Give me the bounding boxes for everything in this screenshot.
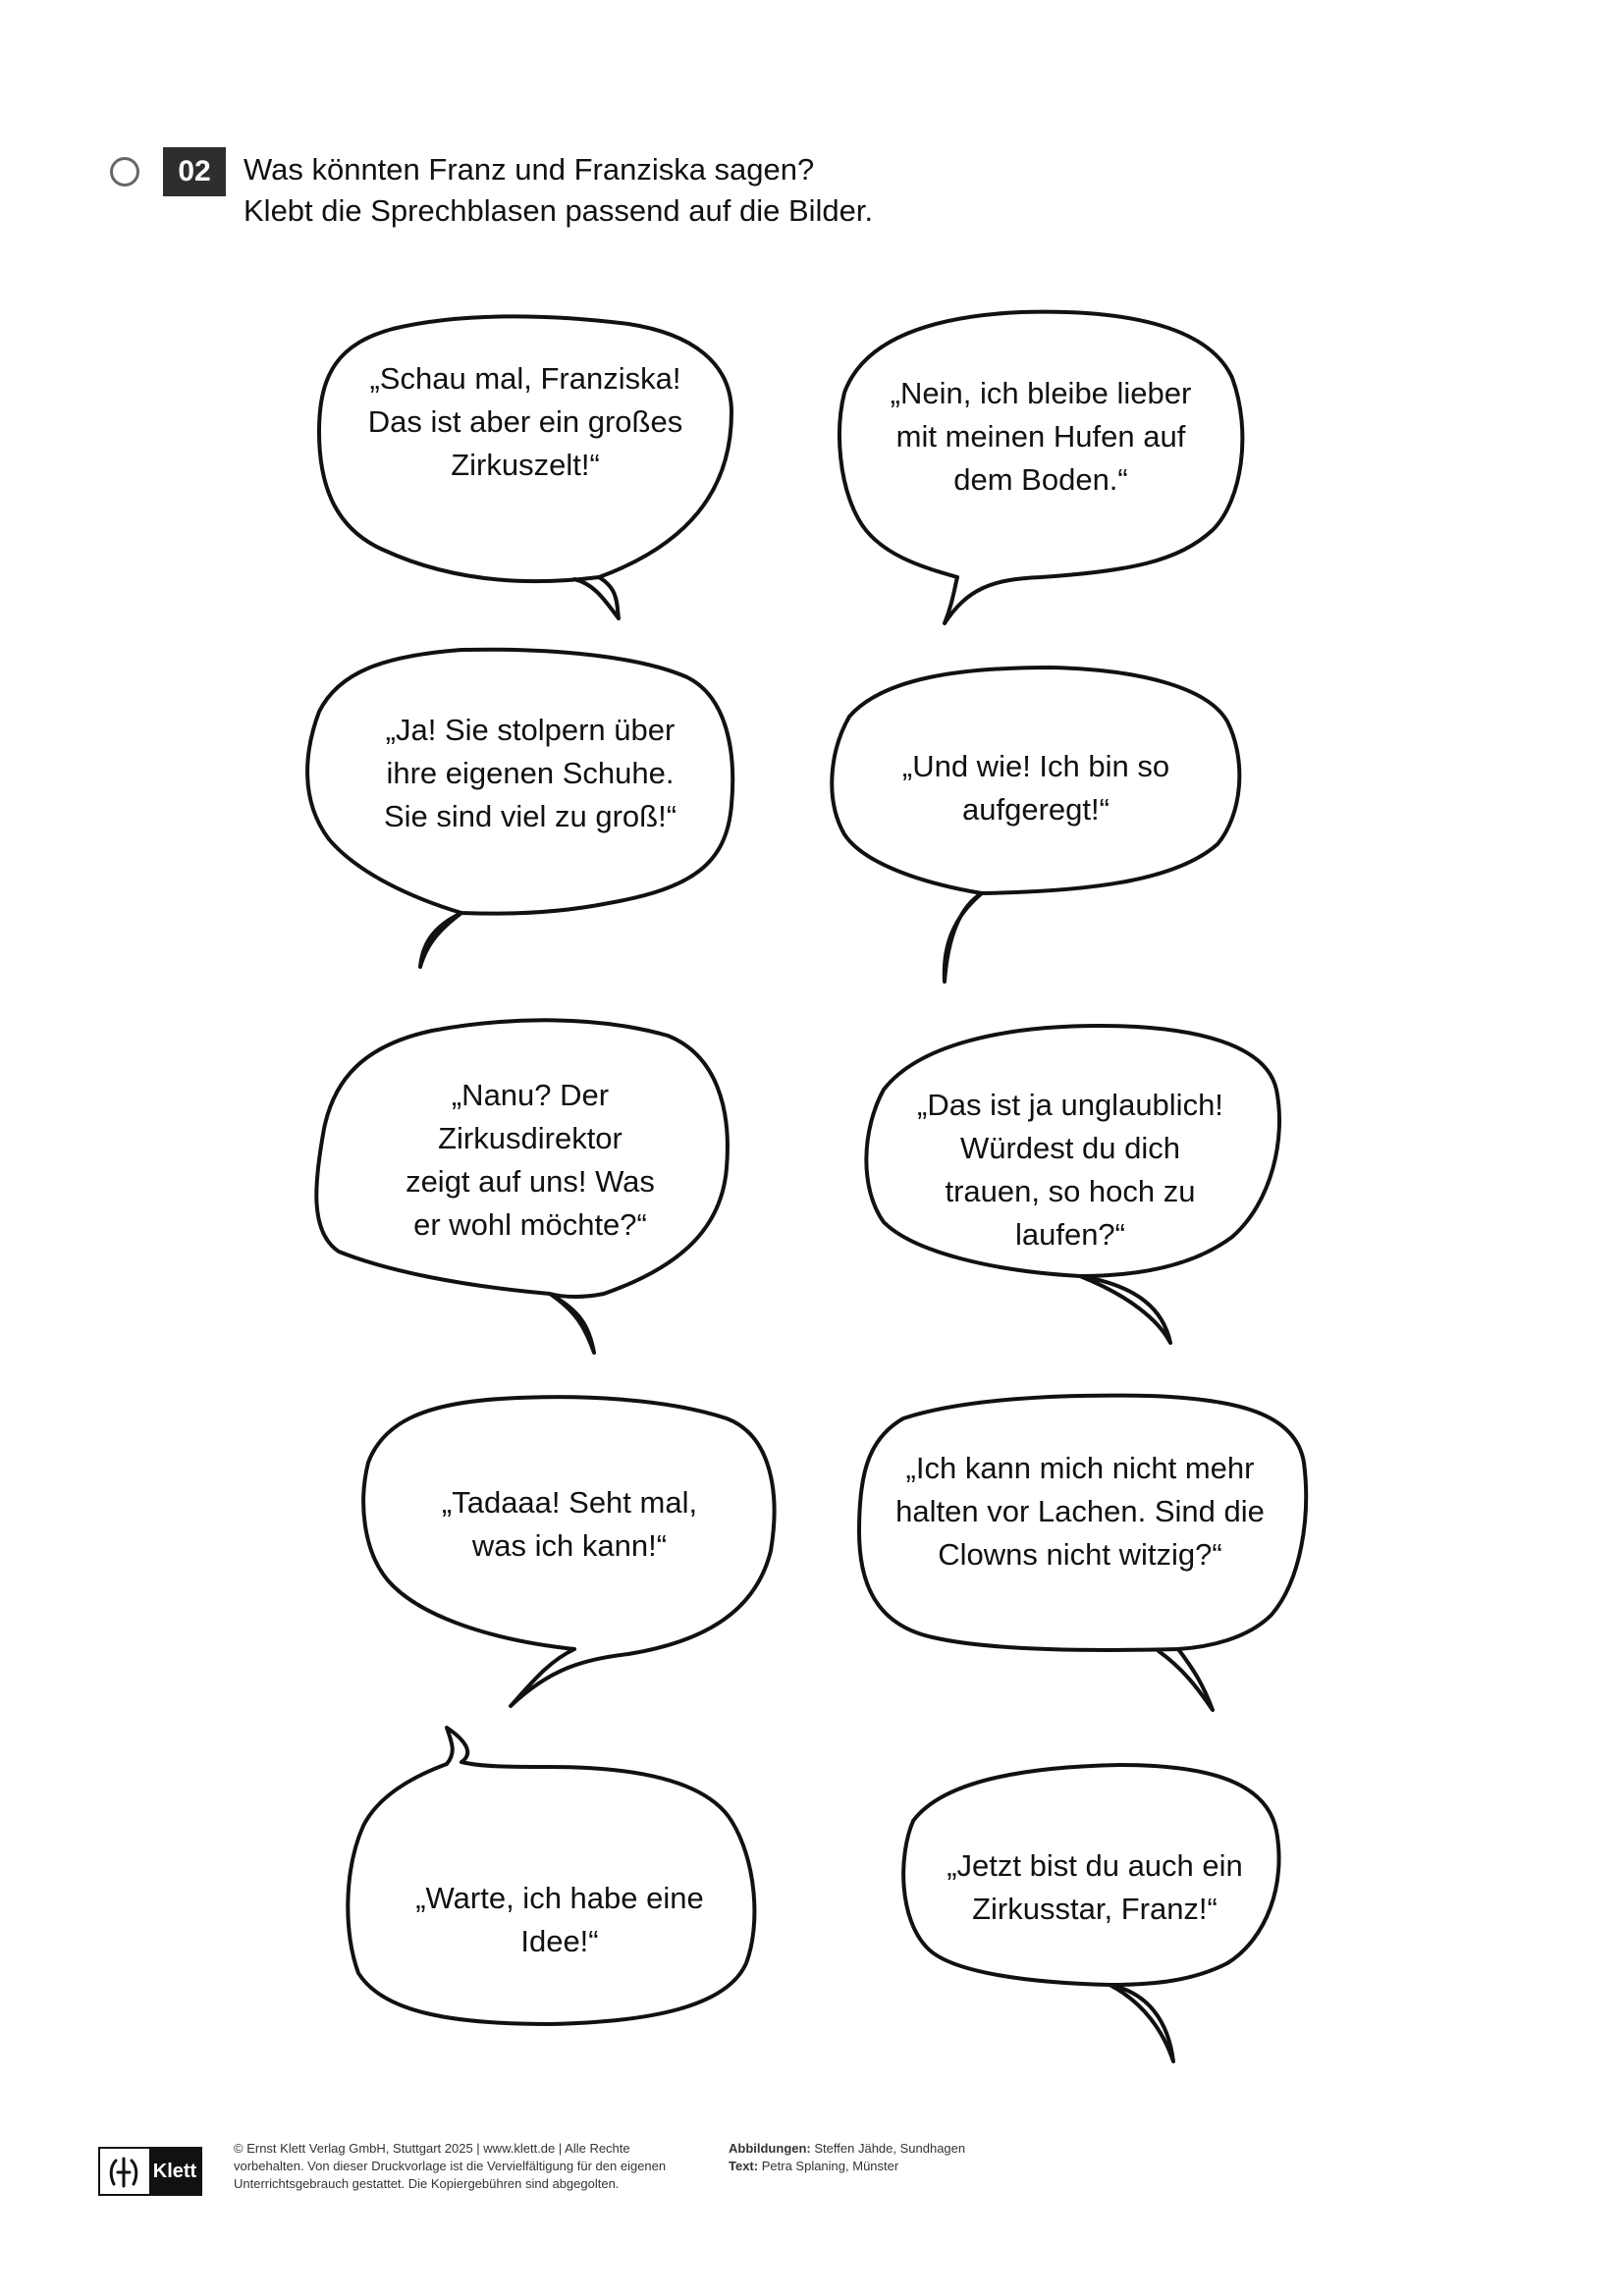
klett-logo [98, 2147, 202, 2196]
footer-credit-text [729, 2158, 1141, 2175]
speech-bubble-text-3[interactable] [344, 705, 717, 842]
speech-bubble-text-5[interactable] [344, 1070, 717, 1251]
task-instruction-line-1: Was könnten Franz und Franziska sagen? [244, 152, 815, 187]
speech-bubble-label: „Schau mal, Franziska! Das ist aber ein großes Zirkuszelt!“ [367, 361, 683, 482]
footer-illustrations-value: Steffen Jähde, Sundhagen [814, 2141, 966, 2156]
footer-text-label: Text: [729, 2159, 759, 2173]
klett-logo-mark [100, 2149, 149, 2194]
speech-bubble-label: „Ich kann mich nicht mehr halten vor Lachen. Sind die Clowns nicht witzig?“ [895, 1451, 1265, 1572]
speech-bubble-text-6[interactable] [884, 1080, 1257, 1260]
speech-bubble-text-1[interactable] [334, 353, 717, 491]
footer-illustrations-label: Abbildungen: [729, 2141, 811, 2156]
footer-credit-illustrations [729, 2140, 1141, 2158]
speech-bubble-label: „Das ist ja unglaublich! Würdest du dich trauen, so hoch zu laufen?“ [917, 1088, 1223, 1252]
speech-bubble-label: „Und wie! Ich bin so aufgeregt!“ [901, 749, 1170, 827]
speech-bubble-label: „Ja! Sie stolpern über ihre eigenen Schuhe. Sie sind viel zu groß!“ [383, 713, 677, 833]
footer-text-value: Petra Splaning, Münster [761, 2159, 899, 2173]
speech-bubble-label: „Warte, ich habe eine Idee!“ [415, 1881, 704, 1958]
speech-bubble-text-10[interactable] [923, 1841, 1267, 1935]
speech-bubble-label: „Tadaaa! Seht mal, was ich kann!“ [441, 1485, 698, 1563]
task-instruction-line-2: Klebt die Sprechblasen passend auf die Bilder. [244, 193, 874, 228]
footer-copyright-line-3: Unterrichtsgebrauch gestattet. Die Kopiergebühren sind abgegolten. [234, 2176, 620, 2191]
speech-bubble-text-7[interactable] [383, 1477, 756, 1572]
speech-bubble-text-2[interactable] [854, 368, 1227, 506]
speech-bubble-text-8[interactable] [859, 1443, 1301, 1580]
speech-bubble-label: „Nein, ich bleibe lieber mit meinen Hufen auf dem Boden.“ [890, 376, 1192, 497]
speech-bubble-label: „Nanu? Der Zirkusdirektor zeigt auf uns! Was er wohl möchte?“ [406, 1078, 655, 1242]
footer-credits [729, 2140, 1141, 2175]
task-number-badge: 02 [163, 147, 226, 196]
speech-bubble-text-4[interactable] [854, 741, 1218, 835]
footer-copyright-line-2: vorbehalten. Von dieser Druckvorlage ist die Vervielfältigung für den eigenen [234, 2159, 667, 2173]
footer-copyright-line-1: © Ernst Klett Verlag GmbH, Stuttgart 2025 | www.klett.de | Alle Rechte [234, 2141, 630, 2156]
footer [98, 2140, 1526, 2218]
klett-logo-word: Klett [149, 2149, 200, 2194]
footer-copyright [234, 2140, 725, 2193]
speech-bubble-text-9[interactable] [383, 1873, 736, 1967]
speech-bubble-label: „Jetzt bist du auch ein Zirkusstar, Franz!“ [947, 1848, 1243, 1926]
